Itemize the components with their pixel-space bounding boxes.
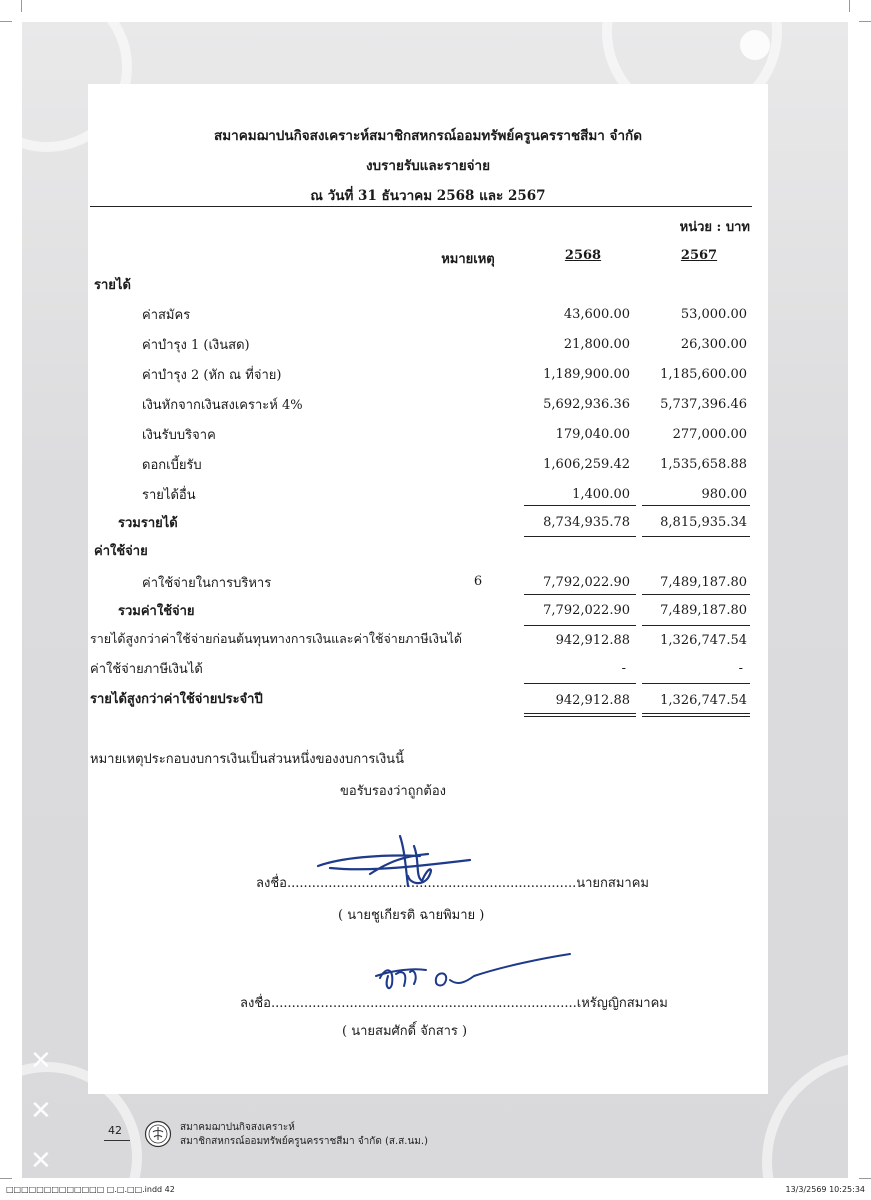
income-row-value-2567: 1,535,658.88 <box>660 457 747 472</box>
pre-tax-label: รายได้สูงกว่าค่าใช้จ่ายก่อนต้นทุนทางการเงินและค่าใช้จ่ายภาษีเงินได้ <box>90 631 462 646</box>
net-2568: 942,912.88 <box>555 693 630 708</box>
page-number-rule <box>104 1140 130 1141</box>
expense-section-heading: ค่าใช้จ่าย <box>94 544 148 559</box>
signature-prefix: ลงชื่อ <box>240 996 271 1011</box>
association-logo-icon <box>144 1120 172 1148</box>
income-row-value-2568: 179,040.00 <box>555 427 630 442</box>
signature-dots: ...................................................................... <box>286 876 577 891</box>
subtotal-rule <box>642 505 750 506</box>
double-rule <box>642 713 750 714</box>
subtotal-rule <box>524 505 636 506</box>
pre-tax-2568: 942,912.88 <box>555 633 630 648</box>
net-label: รายได้สูงกว่าค่าใช้จ่ายประจำปี <box>90 692 263 707</box>
subtotal-rule <box>642 594 750 595</box>
total-rule <box>642 625 750 626</box>
expense-total-2567: 7,489,187.80 <box>660 603 747 618</box>
expense-row-value-2568: 7,792,022.90 <box>543 575 630 590</box>
signature-role: เหรัญญิกสมาคม <box>576 996 668 1011</box>
income-row-value-2567: 277,000.00 <box>672 427 747 442</box>
crop-mark <box>859 21 871 22</box>
year-header-2567: 2567 <box>680 248 718 263</box>
signatory-name: ( นายชูเกียรติ ฉายพิมาย ) <box>338 908 485 923</box>
expense-row-label: ค่าใช้จ่ายในการบริหาร <box>142 576 272 591</box>
income-total-2567: 8,815,935.34 <box>660 515 747 530</box>
income-row-label: รายได้อื่น <box>142 488 196 503</box>
signature-scribble <box>374 946 574 1006</box>
double-rule <box>524 713 636 714</box>
certify-text: ขอรับรองว่าถูกต้อง <box>340 784 447 799</box>
decorative-x-icon: ✕ <box>30 1096 52 1126</box>
income-row-value-2567: 26,300.00 <box>680 337 747 352</box>
slug-filename: □□□□□□□□□□□□□ □.□.□□.indd 42 <box>6 1185 175 1194</box>
statement-date: ณ วันที่ 31 ธันวาคม 2568 และ 2567 <box>310 188 546 204</box>
income-row-label: ดอกเบี้ยรับ <box>142 458 202 473</box>
income-row-value-2567: 5,737,396.46 <box>660 397 747 412</box>
income-row-label: เงินรับบริจาค <box>142 428 216 443</box>
document-paper <box>88 84 768 1094</box>
income-row-value-2567: 980.00 <box>701 487 747 502</box>
expense-total-2568: 7,792,022.90 <box>543 603 630 618</box>
income-row-label: ค่าบำรุง 2 (หัก ณ ที่จ่าย) <box>142 368 282 383</box>
statement-title: งบรายรับและรายจ่าย <box>365 158 491 174</box>
crop-mark <box>859 1178 871 1179</box>
page-number: 42 <box>108 1124 122 1137</box>
income-row-value-2568: 1,189,900.00 <box>543 367 630 382</box>
total-rule <box>642 683 750 684</box>
expense-total-label: รวมค่าใช้จ่าย <box>118 604 195 619</box>
decorative-circle <box>762 1052 848 1178</box>
crop-mark <box>21 0 22 12</box>
double-rule <box>642 716 750 717</box>
total-rule <box>642 536 750 537</box>
income-section-heading: รายได้ <box>94 278 131 293</box>
crop-mark <box>0 21 12 22</box>
footer-org-line2: สมาชิกสหกรณ์ออมทรัพย์ครูนครราชสีมา จำกัด (ส.ส.นม.) <box>180 1136 428 1147</box>
decorative-x-icon: ✕ <box>30 1046 52 1076</box>
income-row-value-2568: 1,400.00 <box>572 487 630 502</box>
income-row-value-2567: 1,185,600.00 <box>660 367 747 382</box>
org-title: สมาคมฌาปนกิจสงเคราะห์สมาชิกสหกรณ์ออมทรัพย์ครูนครราชสีมา จำกัด <box>214 128 642 144</box>
footer-org-line1: สมาคมฌาปนกิจสงเคราะห์ <box>180 1122 295 1133</box>
decorative-x-icon: ✕ <box>30 1146 52 1176</box>
signature-prefix: ลงชื่อ <box>256 876 287 891</box>
tax-label: ค่าใช้จ่ายภาษีเงินได้ <box>90 662 203 677</box>
tax-2568: - <box>621 661 626 676</box>
pre-tax-2567: 1,326,747.54 <box>660 633 747 648</box>
tax-2567: - <box>738 661 743 676</box>
income-row-value-2568: 21,800.00 <box>563 337 630 352</box>
total-rule <box>524 536 636 537</box>
income-row-label: ค่าบำรุง 1 (เงินสด) <box>142 338 250 353</box>
notes-statement: หมายเหตุประกอบงบการเงินเป็นส่วนหนึ่งของงบการเงินนี้ <box>90 752 404 767</box>
note-header: หมายเหตุ <box>441 252 495 267</box>
header-rule <box>90 206 752 207</box>
expense-row-value-2567: 7,489,187.80 <box>660 575 747 590</box>
crop-mark <box>849 0 850 12</box>
signature-role: นายกสมาคม <box>576 876 649 891</box>
income-row-label: เงินหักจากเงินสงเคราะห์ 4% <box>142 398 303 413</box>
total-rule <box>524 683 636 684</box>
double-rule <box>524 716 636 717</box>
income-total-2568: 8,734,935.78 <box>543 515 630 530</box>
net-2567: 1,326,747.54 <box>660 693 747 708</box>
income-total-label: รวมรายได้ <box>118 516 178 531</box>
signature-scribble <box>310 826 480 906</box>
total-rule <box>524 625 636 626</box>
subtotal-rule <box>524 594 636 595</box>
year-header-2568: 2568 <box>564 248 602 263</box>
income-row-value-2567: 53,000.00 <box>680 307 747 322</box>
decorative-dot <box>740 30 770 60</box>
signatory-name: ( นายสมศักดิ์ จักสาร ) <box>342 1024 468 1039</box>
expense-row-note: 6 <box>473 574 483 589</box>
income-row-value-2568: 43,600.00 <box>563 307 630 322</box>
income-row-label: ค่าสมัคร <box>142 308 191 323</box>
unit-label: หน่วย : บาท <box>679 220 750 235</box>
signature-dots: .......................................................................... <box>270 996 577 1011</box>
slug-timestamp: 13/3/2569 10:25:34 <box>785 1185 865 1194</box>
income-row-value-2568: 1,606,259.42 <box>543 457 630 472</box>
crop-mark <box>0 1178 12 1179</box>
income-row-value-2568: 5,692,936.36 <box>543 397 630 412</box>
